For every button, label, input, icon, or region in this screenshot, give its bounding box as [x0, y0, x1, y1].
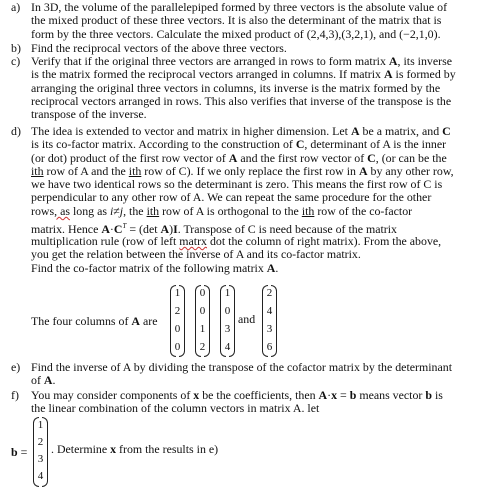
text-line: Verify that if the original three vectors are arranged in rows to form matrix A, its inverse: [31, 54, 453, 68]
item-e-text: [31, 361, 492, 388]
item-f-text: [31, 389, 492, 416]
determine-text: . Determine x from the results in e): [51, 442, 219, 456]
text-line: form by the three vectors. Calculate the mixed product of (2,4,3),(3,2,1), and (−2,1,0).: [31, 26, 441, 41]
and-word: and: [238, 312, 256, 326]
item-label: f): [11, 388, 19, 402]
text-line: multiplication rule (row of left matrx dot the column of right matrix). From the above,: [31, 234, 442, 249]
text-line: the linear combination of the column vectors in matrix A. let: [31, 401, 320, 416]
text-line: Find the reciprocal vectors of the above three vectors.: [31, 41, 287, 55]
item-label: a): [11, 0, 21, 14]
text-line: we have two identical rows so the determinant is zero. This means the first row of C is: [31, 177, 443, 192]
text-line: of A.: [31, 373, 56, 388]
text-line: reciprocal vectors arranged in rows. This also verifies that inverse of the transpose is the: [31, 93, 452, 108]
text-line: is its co-factor matrix. According to the construction of C, determinant of A is the inner: [31, 137, 447, 152]
column-vector-3: 1 0 3 4: [220, 285, 235, 357]
text-line: In 3D, the volume of the parallelepiped formed by three vectors is the absolute value of: [31, 0, 448, 14]
columns-caption: The four columns of A are: [31, 314, 158, 328]
text-line: You may consider components of x be the coefficients, then A·x = b means vector b is: [31, 388, 443, 402]
item-label: e): [11, 360, 21, 374]
text-line: the mixed product of these three vectors. It is also the determinant of the matrix that is: [31, 13, 442, 28]
b-vector: 1 2 3 4: [33, 417, 48, 487]
text-line: ith row of A and the ith row of C). If we only replace the first row in A by any other row,: [31, 163, 454, 178]
text-line: rows, as long as i≠j, the ith row of A is orthogonal to the ith row of the co-factor: [31, 203, 413, 218]
column-vector-2: 0 0 1 2: [195, 285, 210, 357]
text-line: transpose of the inverse.: [31, 107, 147, 122]
matrix-columns: [0, 283, 498, 359]
item-label: b): [11, 41, 21, 55]
text-line: matrix. Hence $A\cdot C^T = (\det$ A)I. Transpose of C is need because of the matrix: [31, 222, 397, 237]
column-vector-4: 2 4 3 6: [262, 285, 277, 357]
b-vector-label: b =: [11, 445, 28, 459]
item-c-text: [31, 55, 492, 121]
text-line: Find the co-factor matrix of the following matrix A.: [31, 260, 279, 275]
item-d-text: [31, 125, 492, 275]
text-line: perpendicular to any other row of A. We can repeat the same procedure for the other: [31, 190, 432, 205]
item-label: c): [11, 54, 21, 68]
text-line: (or dot) product of the first row vector of A and the first row vector of C, (or can be the: [31, 150, 447, 165]
text-line: Find the inverse of A by dividing the transpose of the cofactor matrix by the determinant: [31, 360, 453, 374]
text-line: The idea is extended to vector and matrix in higher dimension. Let A be a matrix, and C: [31, 124, 451, 138]
item-label: d): [11, 124, 21, 138]
b-vector-block: [0, 417, 498, 489]
item-a-text: [31, 1, 492, 41]
text-line: is the matrix formed the reciprocal vectors arranged in columns. If matrix A is formed by: [31, 67, 456, 82]
text-line: arranging the original three vectors in columns, its inverse is the matrix formed by the: [31, 80, 441, 95]
column-vector-1: 1 2 0 0: [170, 285, 185, 357]
text-line: you get the relation between the inverse of A and its co-factor matrix.: [31, 247, 361, 262]
